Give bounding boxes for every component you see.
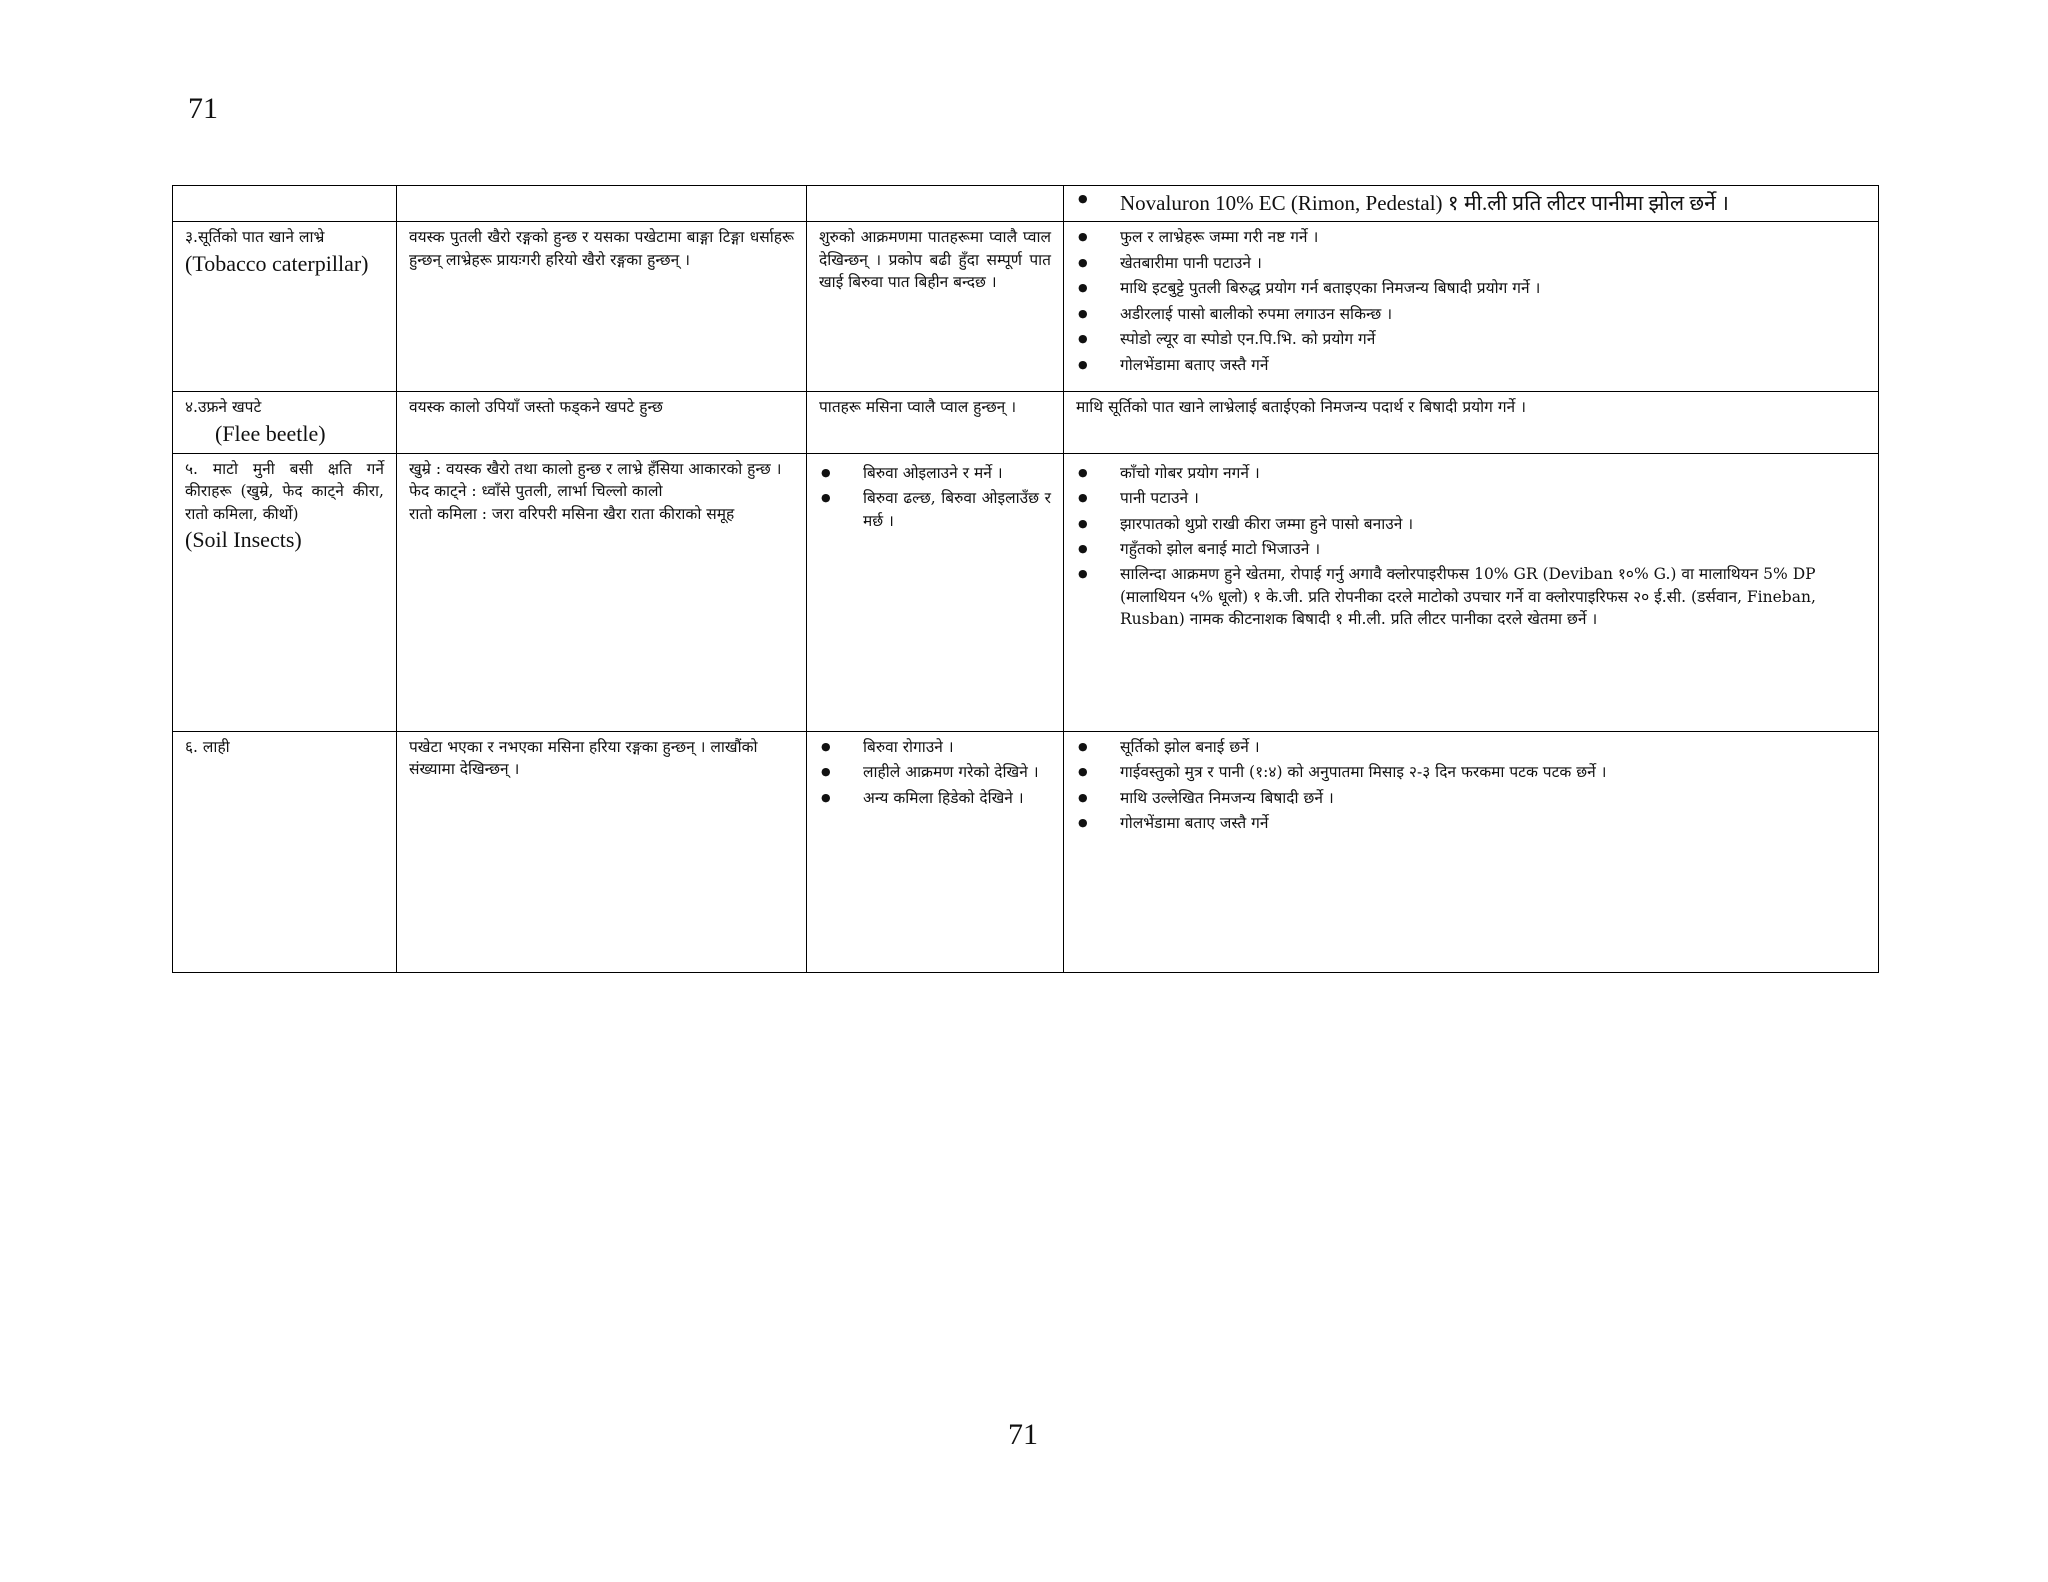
symptoms-cell	[807, 222, 1064, 392]
page-number-top: 71	[188, 92, 218, 125]
pest-control-table	[172, 185, 1879, 973]
list-item: ● गहुँतको झोल बनाई माटो भिजाउने ।	[1076, 538, 1866, 560]
identification-text: वयस्क पुतली खैरो रङ्गको हुन्छ र यसका पखेटामा बाङ्गा टिङ्गा धर्साहरू हुन्छन् लाभ्रेहरू प्रायःगरी हरियो खैरो रङ्गका हुन्छन् ।	[409, 228, 794, 269]
list-item: ● लाहीले आक्रमण गरेको देखिने ।	[819, 761, 1051, 783]
pest-name-nepali: ४.उफ्रने खपटे	[185, 398, 262, 417]
control-cell	[1064, 222, 1879, 392]
pest-name-english: (Soil Insects)	[185, 527, 302, 552]
control-cell	[1064, 453, 1879, 731]
control-cell	[1064, 186, 1879, 222]
list-item: ● बिरुवा रोगाउने ।	[819, 736, 1051, 758]
pest-name-english: (Tobacco caterpillar)	[185, 250, 369, 276]
list-item: ● बिरुवा ढल्छ, बिरुवा ओइलाउँछ र मर्छ ।	[819, 487, 1051, 532]
symptoms-cell	[807, 392, 1064, 453]
identification-cell	[397, 453, 807, 731]
symptoms-cell	[807, 453, 1064, 731]
list-item: ● माथि उल्लेखित निमजन्य बिषादी छर्ने ।	[1076, 787, 1866, 809]
identification-text: पखेटा भएका र नभएका मसिना हरिया रङ्गका हुन्छन् । लाखौंको संख्यामा देखिन्छन् ।	[409, 737, 758, 779]
identification-cell	[397, 731, 807, 972]
list-item: ● काँचो गोबर प्रयोग नगर्ने ।	[1076, 462, 1866, 484]
identification-cell	[397, 186, 807, 222]
list-item: ● स्पोडो ल्यूर वा स्पोडो एन.पि.भि. को प्रयोग गर्ने	[1076, 328, 1866, 350]
control-text: माथि सूर्तिको पात खाने लाभ्रेलाई बताईएको निमजन्य पदार्थ र बिषादी प्रयोग गर्ने ।	[1076, 398, 1526, 417]
identification-line: फेद काट्ने : ध्वाँसे पुतली, लार्भा चिल्लो कालो	[409, 482, 663, 501]
list-item: ● सालिन्दा आक्रमण हुने खेतमा, रोपाई गर्नु अगावै क्लोरपाइरीफस 10% GR (Deviban १०% G.) वा मालाथियन 5% DP (मालाथियन ५% धूलो) १ के.जी. प्रति रोपनीका दरले माटोको उपचार गर्ने वा क्लोरपाइरिफस २० ई.सी. (डर्सवान, Fineban, Rusban) नामक कीटनाशक बिषादी १ मी.ली. प्रति लीटर पानीका दरले खेतमा छर्ने ।	[1076, 563, 1866, 630]
list-item: ● पानी पटाउने ।	[1076, 487, 1866, 509]
list-item: ● झारपातको थुप्रो राखी कीरा जम्मा हुने पासो बनाउने ।	[1076, 513, 1866, 535]
pest-name-cell	[173, 186, 397, 222]
pest-name-nepali: ६. लाही	[185, 737, 230, 756]
list-item: ● गाईवस्तुको मुत्र र पानी (१:४) को अनुपातमा मिसाइ २-३ दिन फरकमा पटक पटक छर्ने ।	[1076, 761, 1866, 783]
table-row	[173, 392, 1879, 453]
page-number-bottom: 71	[1008, 1418, 1038, 1451]
pest-name-cell	[173, 731, 397, 972]
symptoms-text: शुरुको आक्रमणमा पातहरूमा प्वालै प्वाल देखिन्छन् । प्रकोप बढी हुँदा सम्पूर्ण पात खाई बिरुवा पात बिहीन बन्दछ ।	[819, 228, 1051, 292]
identification-cell	[397, 222, 807, 392]
list-item: ● माथि इटबुट्टे पुतली बिरुद्ध प्रयोग गर्न बताइएका निमजन्य बिषादी प्रयोग गर्ने ।	[1076, 277, 1866, 299]
list-item: ● गोलभेंडामा बताए जस्तै गर्ने	[1076, 354, 1866, 376]
pest-name-cell	[173, 453, 397, 731]
identification-text: वयस्क कालो उपियाँ जस्तो फड्कने खपटे हुन्छ	[409, 398, 663, 417]
symptoms-cell	[807, 731, 1064, 972]
pest-name-cell	[173, 222, 397, 392]
symptoms-text: पातहरू मसिना प्वालै प्वाल हुन्छन् ।	[819, 398, 1017, 417]
table-row	[173, 222, 1879, 392]
symptoms-cell	[807, 186, 1064, 222]
list-item: ● अडीरलाई पासो बालीको रुपमा लगाउन सकिन्छ ।	[1076, 303, 1866, 325]
identification-line: रातो कमिला : जरा वरिपरी मसिना खैरा राता कीराको समूह	[409, 504, 735, 523]
table-row	[173, 186, 1879, 222]
identification-line: खुम्रे : वयस्क खैरो तथा कालो हुन्छ र लाभ्रे हँसिया आकारको हुन्छ ।	[409, 459, 782, 478]
list-item: ● गोलभेंडामा बताए जस्तै गर्ने	[1076, 812, 1866, 834]
pest-name-english: (Flee beetle)	[215, 420, 326, 446]
list-item: ● फुल र लाभ्रेहरू जम्मा गरी नष्ट गर्ने ।	[1076, 226, 1866, 248]
control-cell	[1064, 731, 1879, 972]
control-cell	[1064, 392, 1879, 453]
list-item: ● बिरुवा ओइलाउने र मर्ने ।	[819, 462, 1051, 484]
list-item: ● Novaluron 10% EC (Rimon, Pedestal) १ मी.ली प्रति लीटर पानीमा झोल छर्ने ।	[1076, 188, 1866, 218]
pest-name-nepali: ५. माटो मुनी बसी क्षति गर्ने कीराहरू (खुम्रे, फेद काट्ने कीरा, रातो कमिला, कीर्थो)	[185, 459, 384, 523]
list-item: ● सूर्तिको झोल बनाई छर्ने ।	[1076, 736, 1866, 758]
table-row	[173, 453, 1879, 731]
list-item: ● खेतबारीमा पानी पटाउने ।	[1076, 252, 1866, 274]
pest-name-nepali: ३.सूर्तिको पात खाने लाभ्रे	[185, 228, 325, 247]
table-row	[173, 731, 1879, 972]
list-item: ● अन्य कमिला हिडेको देखिने ।	[819, 787, 1051, 809]
pest-name-cell	[173, 392, 397, 453]
identification-cell	[397, 392, 807, 453]
